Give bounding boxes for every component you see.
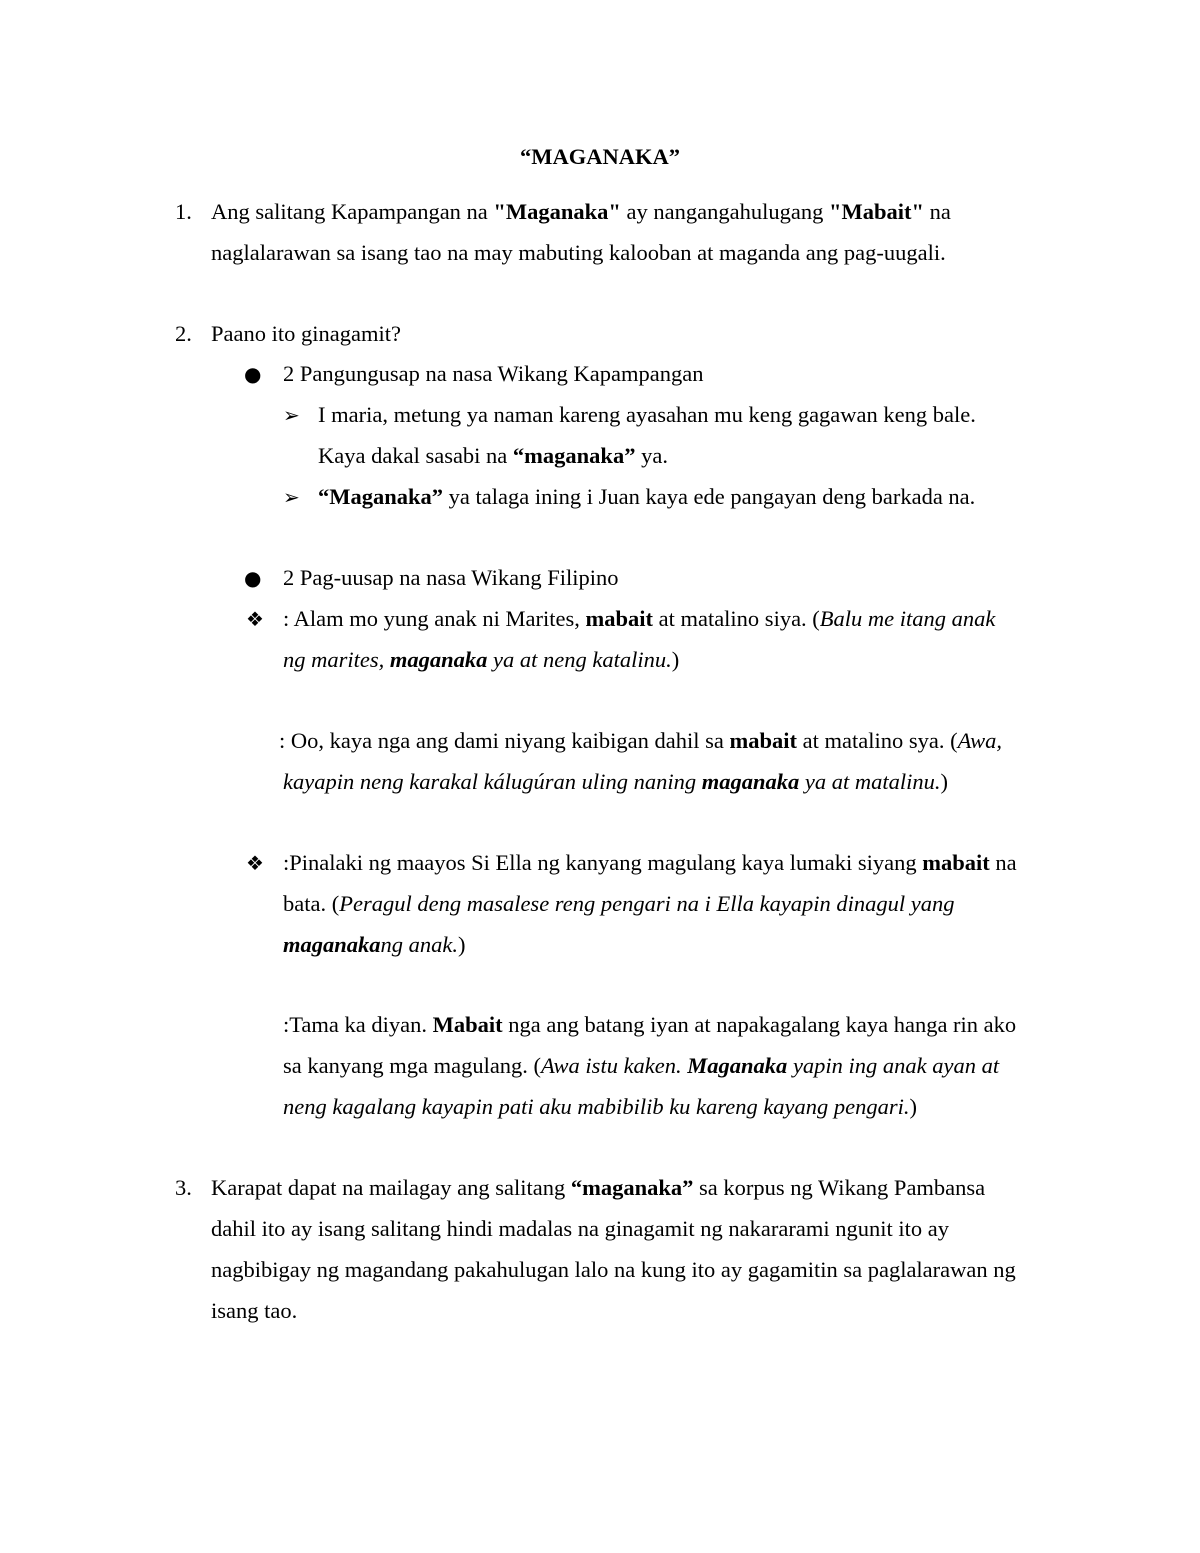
item3-line3: nagbibigay ng magandang pakahulugan lalo na kung ito ay gagamitin sa paglalarawan ng — [211, 1257, 1016, 1282]
filled-circle-bullet-icon: ● — [244, 362, 262, 386]
item2-question: Paano ito ginagamit? — [211, 321, 401, 346]
dialogue4-line3: neng kagalang kayapin pati aku mabibilib ku kareng kayang pengari.) — [283, 1094, 918, 1119]
filled-circle-bullet-icon: ● — [244, 566, 262, 590]
dialogue3-line1: :Pinalaki ng maayos Si Ella ng kanyang magulang kaya lumaki siyang mabait na — [283, 850, 1017, 875]
list-number-2: 2. — [175, 321, 192, 346]
bullet2-text: 2 Pag-uusap na nasa Wikang Filipino — [283, 565, 619, 590]
document-title: “MAGANAKA” — [520, 144, 680, 169]
dialogue4-line2: sa kanyang mga magulang. (Awa istu kaken. Maganaka yapin ing anak ayan at — [283, 1053, 1000, 1078]
item1-line2: naglalarawan sa isang tao na may mabuting kalooban at maganda ang pag-uugali. — [211, 240, 946, 265]
dialogue1-line1: : Alam mo yung anak ni Marites, mabait at matalino siya. (Balu me itang anak — [283, 606, 996, 631]
dialogue2-line2: kayapin neng karakal kálugúran uling naning maganaka ya at matalinu.) — [283, 769, 948, 794]
dialogue3-line2: bata. (Peragul deng masalese reng pengari na i Ella kayapin dinagul yang — [283, 891, 955, 916]
four-diamond-bullet-icon: ❖ — [246, 607, 264, 631]
dialogue2-line1: : Oo, kaya nga ang dami niyang kaibigan dahil sa mabait at matalino sya. (Awa, — [279, 728, 1002, 753]
arrowhead-bullet-icon: ➢ — [283, 403, 300, 427]
kapampangan-sentence-2: “Maganaka” ya talaga ining i Juan kaya ede pangayan deng barkada na. — [318, 484, 976, 509]
dialogue3-line3: maganakang anak.) — [283, 932, 466, 957]
four-diamond-bullet-icon: ❖ — [246, 851, 264, 875]
dialogue4-line1: :Tama ka diyan. Mabait nga ang batang iyan at napakagalang kaya hanga rin ako — [283, 1012, 1017, 1037]
item3-line2: dahil ito ay isang salitang hindi madalas na ginagamit ng nakararami ngunit ito ay — [211, 1216, 949, 1241]
dialogue1-line2: ng marites, maganaka ya at neng katalinu.) — [283, 647, 680, 672]
bullet1-text: 2 Pangungusap na nasa Wikang Kapampangan — [283, 361, 704, 386]
arrowhead-bullet-icon: ➢ — [283, 485, 300, 509]
list-number-1: 1. — [175, 199, 192, 224]
kapampangan-sentence-1-line1: I maria, metung ya naman kareng ayasahan mu keng gagawan keng bale. — [318, 402, 976, 427]
item1-line1: Ang salitang Kapampangan na "Maganaka" ay nangangahulugang "Mabait" na — [211, 199, 951, 224]
kapampangan-sentence-1-line2: Kaya dakal sasabi na “maganaka” ya. — [318, 443, 668, 468]
item3-line1: Karapat dapat na mailagay ang salitang “maganaka” sa korpus ng Wikang Pambansa — [211, 1175, 986, 1200]
item3-line4: isang tao. — [211, 1298, 298, 1323]
list-number-3: 3. — [175, 1175, 192, 1200]
